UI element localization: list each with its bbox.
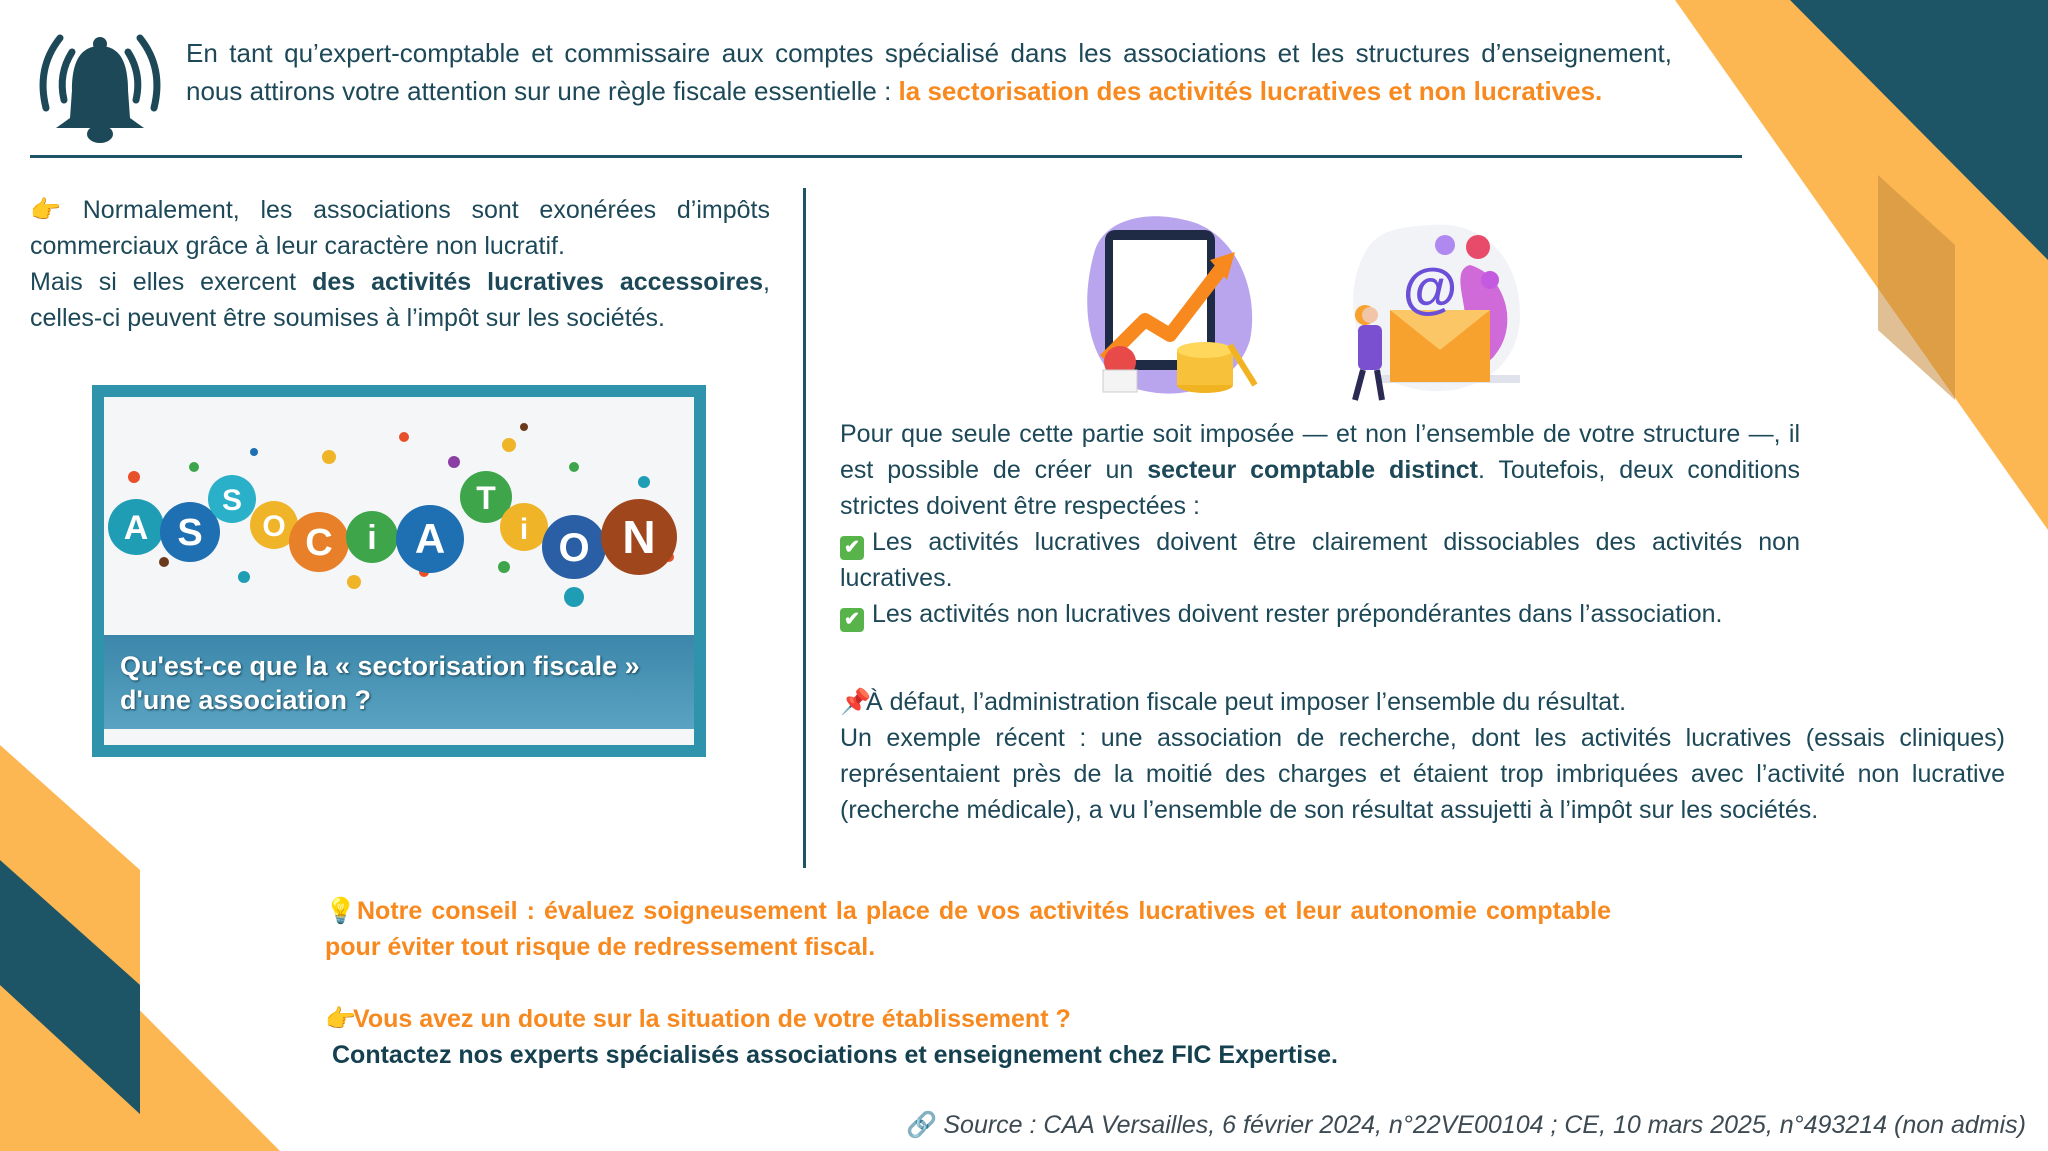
check-icon: ✔ <box>840 608 864 632</box>
left-paragraph-1 <box>30 192 770 264</box>
contact-block <box>325 1001 1725 1073</box>
letter-i-2: i <box>519 513 529 546</box>
letter-a-2: A <box>414 515 446 562</box>
pointing-hand-icon: 👉 <box>30 196 62 224</box>
left-paragraph-2 <box>30 264 770 336</box>
bell-icon <box>30 30 170 145</box>
association-image <box>92 385 706 757</box>
left-intro <box>30 192 770 336</box>
header-divider <box>30 155 1742 158</box>
condition-list <box>840 524 1800 632</box>
letter-s-1: S <box>177 512 203 554</box>
image-caption <box>104 635 694 717</box>
pushpin-icon: 📌 <box>840 688 872 716</box>
letter-c: C <box>305 522 333 564</box>
right-p2-line-2: Un exemple récent : une association de recherche, dont les activités lucratives (essais cliniques) représentaient près de la moitié des charges et étaient trop imbriquées avec l’activité non lucrative (recherche médicale), a vu l’ensemble de son résultat assujetti à l’impôt sur les sociétés. <box>840 724 2005 824</box>
association-image-inner <box>104 397 694 745</box>
svg-text:@: @ <box>1402 256 1458 319</box>
right-p1-after: . Toutefois, deux conditions strictes doivent être respectées : <box>840 456 1800 520</box>
left-paragraph-1-text: Normalement, les associations sont exonérées d’impôts commerciaux grâce à leur caractère non lucratif. <box>30 196 770 260</box>
right-p1-before: Pour que seule cette partie soit imposée — et non l’ensemble de votre structure —, il est possible de créer un <box>840 420 1800 484</box>
caption-band <box>104 635 694 729</box>
letter-n: N <box>622 511 656 563</box>
contact-question-text: Vous avez un doute sur la situation de votre établissement ? <box>353 1005 1071 1033</box>
letter-o-1: O <box>262 510 286 543</box>
association-word-art <box>104 397 694 635</box>
letter-i-1: i <box>367 519 377 557</box>
condition-2-text: Les activités non lucratives doivent rester prépondérantes dans l’association. <box>872 600 1723 628</box>
contact-line: Contactez nos experts spécialisés associations et enseignement chez FIC Expertise. <box>332 1041 1338 1069</box>
header-highlight: la sectorisation des activités lucratives et non lucratives. <box>898 76 1603 106</box>
source-text: Source : CAA Versailles, 6 février 2024, n°22VE00104 ; CE, 10 mars 2025, n°493214 (non admis) <box>943 1111 2026 1139</box>
right-p2-line-1 <box>840 684 2005 720</box>
header-intro: En tant qu’expert-comptable et commissaire aux comptes spécialisé dans les associations et les structures d’enseignement, nous attirons votre attention sur une règle fiscale essentielle : <box>186 38 1672 106</box>
growth-chart-illustration <box>1075 210 1265 400</box>
header-text <box>186 34 1672 110</box>
right-p2-line-1-text: À défaut, l’administration fiscale peut imposer l’ensemble du résultat. <box>866 688 1627 716</box>
left-p2-before: Mais si elles exercent <box>30 268 297 296</box>
image-caption-line-2: d'une association ? <box>120 685 371 715</box>
right-p1-bold: secteur comptable distinct <box>1147 456 1478 484</box>
left-p2-bold: des activités lucratives accessoires <box>312 268 764 296</box>
lightbulb-icon: 💡 <box>325 897 357 925</box>
check-icon: ✔ <box>840 536 864 560</box>
image-caption-line-1: Qu'est-ce que la « sectorisation fiscale » <box>120 651 640 681</box>
right-paragraph-1 <box>840 416 1800 524</box>
condition-1-text: Les activités lucratives doivent être clairement dissociables des activités non lucratives. <box>840 528 1800 592</box>
advice-block <box>325 893 1611 965</box>
condition-item-1 <box>840 524 1800 596</box>
email-illustration <box>1330 215 1530 405</box>
condition-item-2 <box>840 596 1800 632</box>
column-divider <box>803 188 806 868</box>
letter-a-1: A <box>123 509 149 547</box>
left-p2-after: , celles-ci peuvent être soumises à l’impôt sur les sociétés. <box>30 268 770 332</box>
contact-question <box>325 1001 1725 1037</box>
pointing-hand-icon: 👉 <box>325 1005 357 1033</box>
link-icon: 🔗 <box>906 1111 938 1139</box>
advice-text: Notre conseil : évaluez soigneusement la place de vos activités lucratives et leur autonomie comptable pour éviter tout risque de redressement fiscal. <box>325 897 1611 961</box>
letter-bubbles <box>108 471 677 579</box>
letter-s-2: S <box>221 484 243 517</box>
right-paragraph-2 <box>840 684 2005 828</box>
letter-t: T <box>476 480 496 516</box>
letter-o-2: O <box>558 526 590 570</box>
source-line <box>906 1110 2026 1140</box>
